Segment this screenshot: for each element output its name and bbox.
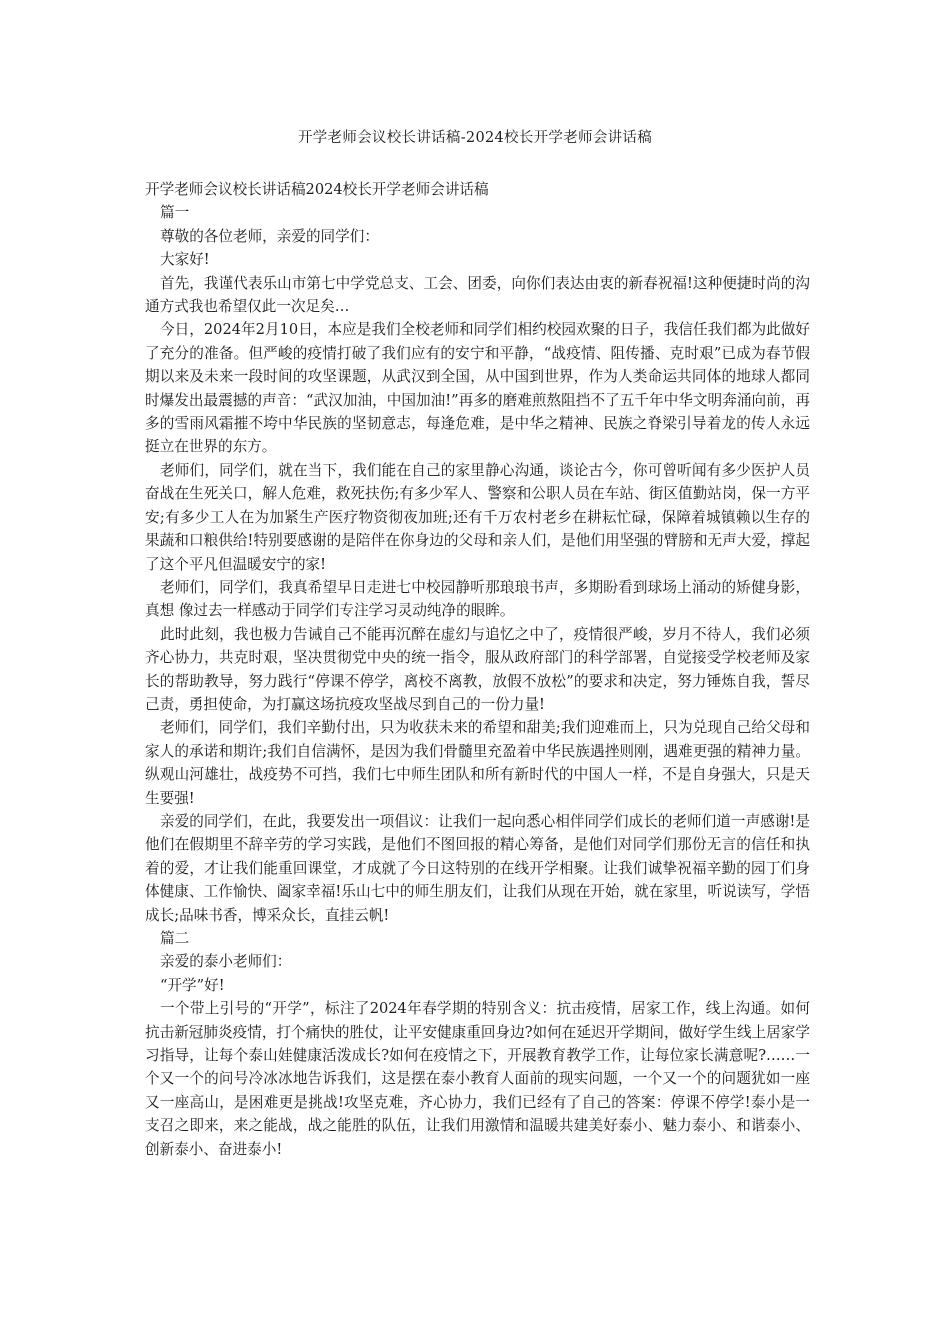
body-paragraph: 此时此刻，我也极力告诫自己不能再沉醉在虚幻与追忆之中了，疫情很严峻，岁月不待人，我们必须齐心协力，共克时艰，坚决贯彻党中央的统一指令，服从政府部门的科学部署，自觉接受学校老师及家长的帮助教导，努力践行“停课不停学，离校不离教，放假不放松”的要求和决定，努力锤炼自我，誓尽己责，勇担使命，为打赢这场抗疫攻坚战尽到自己的一份力量! [145, 625, 810, 713]
greeting: “开学”好! [160, 976, 225, 994]
body-paragraph: 一个带上引号的“开学”，标注了2024年春学期的特别含义：抗击疫情，居家工作，线上沟通。如何抗击新冠肺炎疫情，打个痛快的胜仗，让平安健康重回身边?如何在延迟开学期间，做好学生线上居家学习指导，让每个泰山娃健康活泼成长?如何在疫情之下，开展教育教学工作，让每位家长满意呢?……一个又一个的问号冷冰冰地告诉我们，这是摆在泰小教育人面前的现实问题，一个又一个的问题犹如一座又一座高山，是困难更是挑战!攻坚克难，齐心协力，我们已经有了自己的答案：停课不停学!泰小是一支召之即来，来之能战，战之能胜的队伍，让我们用激情和温暖共建美好泰小、魅力泰小、和谐泰小、创新泰小、奋进泰小! [145, 1000, 810, 1158]
greeting: 大家好! [160, 251, 210, 269]
body-paragraph: 老师们，同学们，就在当下，我们能在自己的家里静心沟通，谈论古今，你可曾听闻有多少医护人员奋战在生死关口，解人危难，救死扶伤;有多少军人、警察和公职人员在车站、街区值勤站岗，保一方平安;有多少工人在为加紧生产医疗物资彻夜加班;还有千万农村老乡在耕耘忙碌，保障着城镇赖以生存的果蔬和口粮供给!特别要感谢的是陪伴在你身边的父母和亲人们，是他们用坚强的臂膀和无声大爱，撑起了这个平凡但温暖安宁的家! [145, 461, 810, 573]
section-heading: 篇一 [160, 204, 190, 222]
body-paragraph: 今日，2024年2月10日，本应是我们全校老师和同学们相约校园欢聚的日子，我信任我们都为此做好了充分的准备。但严峻的疫情打破了我们应有的安宁和平静，“战疫情、阻传播、克时艰”已成为春节假期以来及未来一段时间的攻坚课题，从武汉到全国，从中国到世界，作为人类命运共同体的地球人都同时爆发出最震撼的声音：“武汉加油，中国加油!”再多的磨难煎熬阻挡不了五千年中华文明奔涌向前，再多的雪雨风霜摧不垮中华民族的坚韧意志，每逢危难，是中华之精神、民族之脊梁引导着龙的传人永远挺立在世界的东方。 [145, 321, 810, 456]
body-paragraph: 亲爱的同学们，在此，我要发出一项倡议：让我们一起向悉心相伴同学们成长的老师们道一声感谢!是他们在假期里不辞辛劳的学习实践，是他们不图回报的精心筹备，是他们对同学们那份无言的信任和执着的爱，才让我们能重回课堂，才成就了今日这特别的在线开学相聚。让我们诚挚祝福辛勤的园丁们身体健康、工作愉快、阖家幸福!乐山七中的师生朋友们，让我们从现在开始，就在家里，听说读写，学悟成长;品味书香，博采众长，直挂云帆! [145, 812, 810, 924]
body-paragraph: 老师们，同学们，我们辛勤付出，只为收获未来的希望和甜美;我们迎难而上，只为兑现自己给父母和家人的承诺和期许;我们自信满怀，是因为我们骨髓里充盈着中华民族遇挫则刚，遇难更强的精神力量。纵观山河雄壮，战疫势不可挡，我们七中师生团队和所有新时代的中国人一样，不是自身强大，只是天生要强! [145, 719, 810, 807]
salutation: 尊敬的各位老师，亲爱的同学们： [160, 227, 379, 245]
section-heading: 篇二 [160, 930, 190, 947]
document-body [145, 178, 810, 1161]
body-paragraph: 老师们，同学们，我真希望早日走进七中校园静听那琅琅书声，多期盼看到球场上涌动的矫健身影，真想 像过去一样感动于同学们专注学习灵动纯净的眼眸。 [145, 578, 810, 620]
document-title: 开学老师会议校长讲话稿-2024校长开学老师会讲话稿 [297, 130, 653, 146]
document-subtitle: 开学老师会议校长讲话稿2024校长开学老师会讲话稿 [145, 181, 489, 198]
salutation: 亲爱的泰小老师们： [160, 953, 292, 971]
body-paragraph: 首先，我谨代表乐山市第七中学党总支、工会、团委，向你们表达由衷的新春祝福!这种便捷时尚的沟通方式我也希望仅此一次足矣… [145, 274, 810, 316]
